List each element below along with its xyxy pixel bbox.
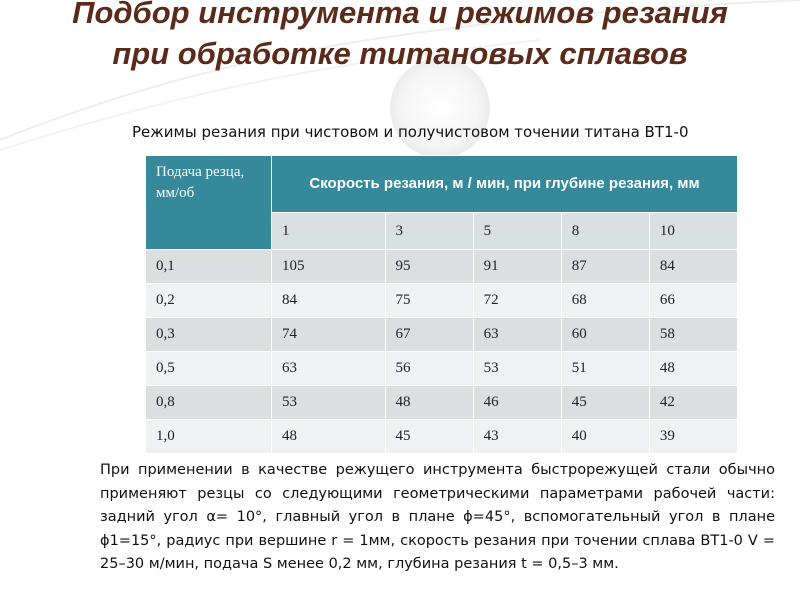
table-header-row: [146, 156, 738, 213]
speed-column-header: Скорость резания, м / мин, при глубине резания, мм: [272, 156, 738, 213]
table-row: [146, 250, 738, 284]
speed-cell: 84: [272, 284, 386, 318]
speed-cell: 95: [385, 250, 473, 284]
speed-cell: 53: [473, 352, 561, 386]
table-row: [146, 420, 738, 454]
speed-cell: 67: [385, 318, 473, 352]
speed-cell: 87: [561, 250, 649, 284]
speed-cell: 72: [473, 284, 561, 318]
speed-cell: 58: [649, 318, 737, 352]
slide-title: Подбор инструмента и режимов резания при обработке титановых сплавов: [72, 0, 728, 71]
speed-cell: 84: [649, 250, 737, 284]
speed-cell: 74: [272, 318, 386, 352]
speed-cell: 63: [272, 352, 386, 386]
speed-cell: 53: [272, 386, 386, 420]
speed-cell: 40: [561, 420, 649, 454]
table-row: [146, 284, 738, 318]
table-row: [146, 352, 738, 386]
feed-cell: 0,5: [146, 352, 272, 386]
tool-geometry-note: При применении в качестве режущего инструмента быстрорежущей стали обычно применяют резцы со следующими геометрическими параметрами рабочей части: задний угол α= 10°, главный угол в плане ϕ=45°, вспомогательный угол в плане ϕ1=15°, радиус при вершине r = 1мм, скорость резания при точении сплава ВТ1-0 V = 25–30 м/мин, подача S менее 0,2 мм, глубина резания t = 0,5–3 мм.: [100, 462, 775, 572]
speed-cell: 45: [385, 420, 473, 454]
speed-cell: 105: [272, 250, 386, 284]
speed-cell: 48: [649, 352, 737, 386]
feed-cell: 0,8: [146, 386, 272, 420]
table-row: [146, 318, 738, 352]
table-caption: Режимы резания при чистовом и получистовом точении титана ВТ1-0: [132, 123, 689, 141]
depth-cell: 5: [473, 213, 561, 250]
speed-cell: 42: [649, 386, 737, 420]
speed-cell: 56: [385, 352, 473, 386]
feed-cell: 0,3: [146, 318, 272, 352]
speed-cell: 43: [473, 420, 561, 454]
speed-cell: 39: [649, 420, 737, 454]
depth-cell: 8: [561, 213, 649, 250]
speed-cell: 51: [561, 352, 649, 386]
speed-cell: 60: [561, 318, 649, 352]
speed-cell: 46: [473, 386, 561, 420]
speed-cell: 48: [385, 386, 473, 420]
speed-cell: 75: [385, 284, 473, 318]
depth-cell: 3: [385, 213, 473, 250]
feed-cell: 0,1: [146, 250, 272, 284]
feed-column-header: Подача резца, мм/об: [146, 156, 272, 250]
speed-cell: 45: [561, 386, 649, 420]
depth-cell: 1: [272, 213, 386, 250]
speed-cell: 63: [473, 318, 561, 352]
speed-cell: 68: [561, 284, 649, 318]
speed-cell: 91: [473, 250, 561, 284]
cutting-speed-table: [145, 155, 738, 454]
feed-cell: 1,0: [146, 420, 272, 454]
speed-cell: 48: [272, 420, 386, 454]
depth-cell: 10: [649, 213, 737, 250]
speed-cell: 66: [649, 284, 737, 318]
feed-cell: 0,2: [146, 284, 272, 318]
table-row: [146, 386, 738, 420]
